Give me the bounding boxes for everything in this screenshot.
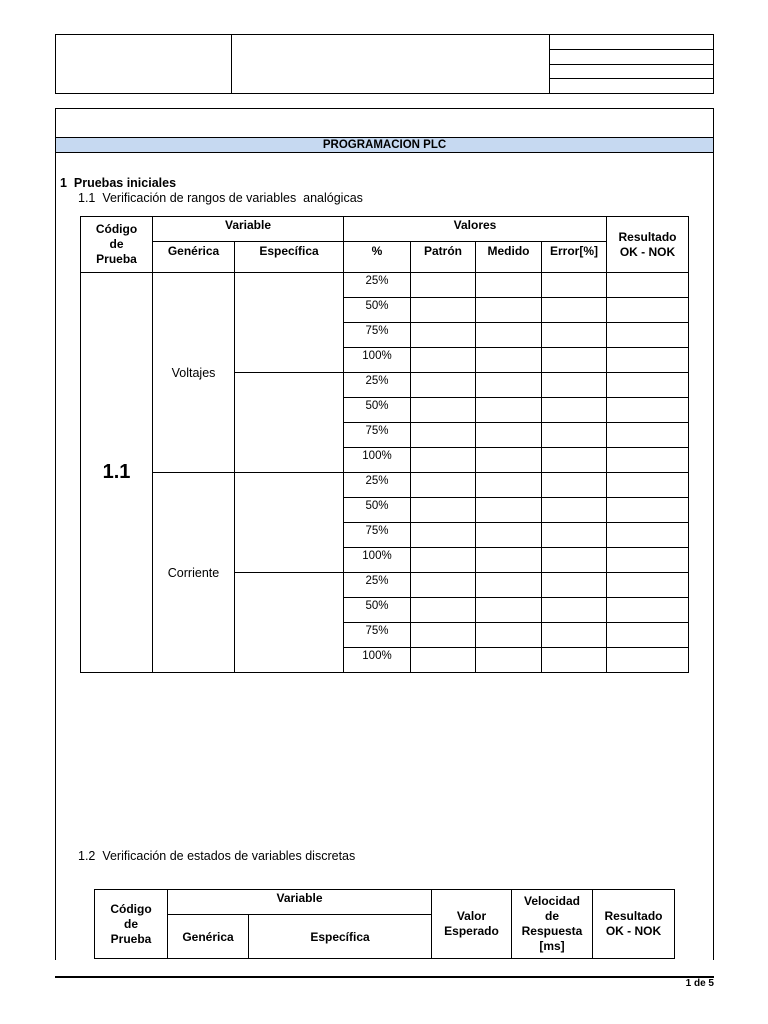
pct-cell: 50%	[344, 398, 411, 423]
resultado-cell[interactable]	[607, 598, 689, 623]
error-cell[interactable]	[542, 523, 607, 548]
col-header-variable: Variable	[153, 217, 344, 242]
col-header-pct: %	[344, 242, 411, 273]
section-banner	[56, 137, 713, 153]
error-cell[interactable]	[542, 398, 607, 423]
medido-cell[interactable]	[476, 548, 542, 573]
specific-cell[interactable]	[235, 373, 344, 473]
resultado-cell[interactable]	[607, 348, 689, 373]
col-header-especifica: Específica	[249, 915, 432, 959]
error-cell[interactable]	[542, 423, 607, 448]
error-cell[interactable]	[542, 498, 607, 523]
col-header-codigo: Código de Prueba	[81, 217, 153, 273]
medido-cell[interactable]	[476, 423, 542, 448]
resultado-cell[interactable]	[607, 373, 689, 398]
header-right-row	[550, 65, 713, 79]
patron-cell[interactable]	[411, 298, 476, 323]
medido-cell[interactable]	[476, 373, 542, 398]
col-header-valor-esperado: Valor Esperado	[432, 890, 512, 959]
col-header-codigo: Código de Prueba	[95, 890, 168, 959]
header-right-cell	[550, 35, 713, 93]
error-cell[interactable]	[542, 473, 607, 498]
medido-cell[interactable]	[476, 648, 542, 673]
heading-1-1: 1.1 Verificación de rangos de variables analógicas	[78, 191, 363, 205]
specific-cell[interactable]	[235, 473, 344, 573]
patron-cell[interactable]	[411, 523, 476, 548]
error-cell[interactable]	[542, 298, 607, 323]
specific-cell[interactable]	[235, 573, 344, 673]
pct-cell: 75%	[344, 423, 411, 448]
discrete-states-table	[94, 889, 675, 959]
pct-cell: 75%	[344, 323, 411, 348]
resultado-cell[interactable]	[607, 648, 689, 673]
resultado-cell[interactable]	[607, 523, 689, 548]
pct-cell: 75%	[344, 623, 411, 648]
patron-cell[interactable]	[411, 473, 476, 498]
medido-cell[interactable]	[476, 348, 542, 373]
col-header-velocidad: Velocidad de Respuesta [ms]	[512, 890, 593, 959]
medido-cell[interactable]	[476, 298, 542, 323]
error-cell[interactable]	[542, 598, 607, 623]
medido-cell[interactable]	[476, 473, 542, 498]
resultado-cell[interactable]	[607, 298, 689, 323]
patron-cell[interactable]	[411, 598, 476, 623]
table-row	[81, 473, 689, 498]
header-right-row	[550, 79, 713, 93]
pct-cell: 25%	[344, 573, 411, 598]
patron-cell[interactable]	[411, 573, 476, 598]
pct-cell: 25%	[344, 373, 411, 398]
patron-cell[interactable]	[411, 623, 476, 648]
medido-cell[interactable]	[476, 273, 542, 298]
error-cell[interactable]	[542, 323, 607, 348]
page-number: 1 de 5	[685, 978, 714, 989]
patron-cell[interactable]	[411, 398, 476, 423]
error-cell[interactable]	[542, 273, 607, 298]
analog-ranges-table	[80, 216, 689, 673]
footer-rule	[55, 976, 714, 978]
pct-cell: 100%	[344, 548, 411, 573]
patron-cell[interactable]	[411, 348, 476, 373]
resultado-cell[interactable]	[607, 548, 689, 573]
error-cell[interactable]	[542, 448, 607, 473]
error-cell[interactable]	[542, 348, 607, 373]
header-center-cell	[232, 35, 550, 93]
patron-cell[interactable]	[411, 423, 476, 448]
pct-cell: 100%	[344, 448, 411, 473]
patron-cell[interactable]	[411, 448, 476, 473]
col-header-variable: Variable	[168, 890, 432, 915]
header-box	[55, 34, 714, 94]
col-header-generica: Genérica	[168, 915, 249, 959]
resultado-cell[interactable]	[607, 448, 689, 473]
header-right-row	[550, 50, 713, 65]
col-header-valores: Valores	[344, 217, 607, 242]
medido-cell[interactable]	[476, 323, 542, 348]
pct-cell: 50%	[344, 298, 411, 323]
resultado-cell[interactable]	[607, 323, 689, 348]
patron-cell[interactable]	[411, 273, 476, 298]
pct-cell: 25%	[344, 473, 411, 498]
heading-1: 1 Pruebas iniciales	[60, 176, 177, 190]
generic-corriente-cell: Corriente	[153, 473, 235, 673]
error-cell[interactable]	[542, 648, 607, 673]
pct-cell: 25%	[344, 273, 411, 298]
medido-cell[interactable]	[476, 498, 542, 523]
resultado-cell[interactable]	[607, 398, 689, 423]
pct-cell: 100%	[344, 648, 411, 673]
error-cell[interactable]	[542, 373, 607, 398]
patron-cell[interactable]	[411, 323, 476, 348]
resultado-cell[interactable]	[607, 473, 689, 498]
section-banner-title: PROGRAMACION PLC	[322, 139, 447, 151]
medido-cell[interactable]	[476, 523, 542, 548]
medido-cell[interactable]	[476, 573, 542, 598]
error-cell[interactable]	[542, 548, 607, 573]
header-right-row	[550, 35, 713, 50]
patron-cell[interactable]	[411, 648, 476, 673]
resultado-cell[interactable]	[607, 423, 689, 448]
medido-cell[interactable]	[476, 598, 542, 623]
pct-cell: 50%	[344, 598, 411, 623]
col-header-resultado: Resultado OK - NOK	[593, 890, 675, 959]
col-header-error: Error[%]	[542, 242, 607, 273]
pct-cell: 50%	[344, 498, 411, 523]
specific-cell[interactable]	[235, 273, 344, 373]
resultado-cell[interactable]	[607, 573, 689, 598]
patron-cell[interactable]	[411, 498, 476, 523]
col-header-especifica: Específica	[235, 242, 344, 273]
patron-cell[interactable]	[411, 373, 476, 398]
pct-cell: 75%	[344, 523, 411, 548]
resultado-cell[interactable]	[607, 273, 689, 298]
test-code-cell: 1.1	[81, 273, 153, 673]
patron-cell[interactable]	[411, 548, 476, 573]
medido-cell[interactable]	[476, 448, 542, 473]
col-header-medido: Medido	[476, 242, 542, 273]
col-header-resultado: Resultado OK - NOK	[607, 217, 689, 273]
error-cell[interactable]	[542, 623, 607, 648]
pct-cell: 100%	[344, 348, 411, 373]
generic-voltajes-cell: Voltajes	[153, 273, 235, 473]
table-row	[81, 273, 689, 298]
heading-1-2: 1.2 Verificación de estados de variables discretas	[78, 849, 356, 863]
header-left-cell	[56, 35, 232, 93]
resultado-cell[interactable]	[607, 623, 689, 648]
medido-cell[interactable]	[476, 623, 542, 648]
error-cell[interactable]	[542, 573, 607, 598]
col-header-generica: Genérica	[153, 242, 235, 273]
resultado-cell[interactable]	[607, 498, 689, 523]
medido-cell[interactable]	[476, 398, 542, 423]
col-header-patron: Patrón	[411, 242, 476, 273]
